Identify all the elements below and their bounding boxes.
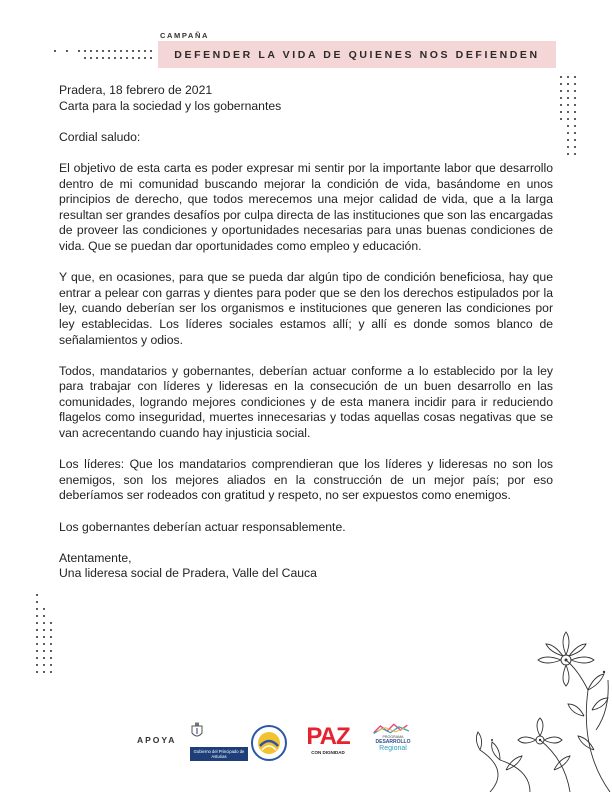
dot xyxy=(567,153,569,155)
dot xyxy=(574,132,576,134)
dot xyxy=(36,671,38,673)
dot xyxy=(50,650,52,652)
dot xyxy=(560,90,562,92)
dot xyxy=(43,615,45,617)
dot xyxy=(560,76,562,78)
dot xyxy=(560,83,562,85)
paragraph-3: Todos, mandatarios y gobernantes, deberían actuar conforme a lo establecido por la ley para trabajar con líderes y lideresas en la consecución de un buen desarrollo en las comunidades, logrando mejores condiciones y de esta manera incidir para ir reduciendo flagelos como inseguridad, muertes innecesarias y todas aquellas cosas negativas que se van acrecentando cuando hay injusticia social. xyxy=(59,363,553,441)
paragraph-1: El objetivo de esta carta es poder expresar mi sentir por la importante labor que desarrollo dentro de mi comunidad buscando mejorar la condición de vida, basándome en unos principios de derecho, que todos merecemos una mejor calidad de vida, que a la larga resultan ser grandes desafíos por culpa directa de las instituciones que son las encargadas de proveer las condiciones y oportunidades necesarias para unas buenas condiciones de vida. Que se puedan dar oportunidades como empleo y educación. xyxy=(59,160,553,253)
regional-graphic-icon xyxy=(372,722,414,735)
seal-logo-icon xyxy=(250,724,288,762)
dot xyxy=(560,97,562,99)
dot xyxy=(36,629,38,631)
dot xyxy=(54,50,56,52)
dot xyxy=(150,57,152,59)
dot xyxy=(144,57,146,59)
dot xyxy=(43,650,45,652)
dot xyxy=(96,50,98,52)
dot xyxy=(567,104,569,106)
dot xyxy=(560,118,562,120)
dot xyxy=(43,608,45,610)
dot xyxy=(120,57,122,59)
dot xyxy=(574,111,576,113)
dot xyxy=(567,76,569,78)
dot xyxy=(138,50,140,52)
dot xyxy=(66,50,68,52)
dot xyxy=(574,97,576,99)
dot xyxy=(567,118,569,120)
closing: Atentamente, xyxy=(59,550,132,565)
paragraph-5: Los gobernantes deberían actuar responsablemente. xyxy=(59,519,346,534)
dot xyxy=(50,622,52,624)
dot xyxy=(574,139,576,141)
dot xyxy=(132,57,134,59)
decorative-dots-right xyxy=(560,76,581,160)
gobierno-asturias-text: Gobierno del Principado de Asturias xyxy=(190,747,248,761)
gobierno-asturias-logo xyxy=(190,722,248,758)
dot xyxy=(102,57,104,59)
dot xyxy=(43,636,45,638)
dot xyxy=(43,629,45,631)
dot xyxy=(150,50,152,52)
decorative-dots-top xyxy=(48,50,156,64)
dot xyxy=(132,50,134,52)
desarrollo-regional-logo xyxy=(368,722,418,758)
dot xyxy=(567,146,569,148)
addressee: Carta para la sociedad y los gobernantes xyxy=(59,98,282,113)
paz-con-dignidad-logo xyxy=(302,723,354,758)
dot xyxy=(78,50,80,52)
dot xyxy=(567,125,569,127)
crest-icon xyxy=(190,722,204,740)
dot xyxy=(574,146,576,148)
paz-subtitle: CON DIGNIDAD xyxy=(311,750,345,755)
dot xyxy=(114,57,116,59)
dot xyxy=(50,629,52,631)
dot xyxy=(36,650,38,652)
floral-illustration-icon xyxy=(470,620,612,792)
dot xyxy=(567,90,569,92)
dot xyxy=(114,50,116,52)
dot xyxy=(36,643,38,645)
dot xyxy=(50,643,52,645)
dot xyxy=(90,50,92,52)
dot xyxy=(126,50,128,52)
apoya-label: APOYA xyxy=(137,735,177,745)
dot xyxy=(36,664,38,666)
paragraph-2: Y que, en ocasiones, para que se pueda dar algún tipo de condición beneficiosa, hay que entrar a pelear con garras y dientes para poder que se den los derechos estipulados por la ley, cuando deberían ser los organismos e instituciones que generen las condiciones por ley establecidas. Los líderes sociales estamos allí; y allí es donde somos blanco de señalamientos y odios. xyxy=(59,270,553,347)
letter-body xyxy=(59,83,553,598)
dot xyxy=(144,50,146,52)
dot xyxy=(43,664,45,666)
dot xyxy=(50,671,52,673)
dot xyxy=(43,643,45,645)
dot xyxy=(560,111,562,113)
place-date: Pradera, 18 febrero de 2021 xyxy=(59,83,213,97)
dot xyxy=(108,57,110,59)
dot xyxy=(567,97,569,99)
regional-text-top: PROGRAMA xyxy=(382,735,404,739)
paz-wordmark: PAZ xyxy=(306,723,350,750)
dot xyxy=(574,125,576,127)
dot xyxy=(50,664,52,666)
dot xyxy=(43,622,45,624)
dot xyxy=(120,50,122,52)
paragraph-4: Los líderes: Que los mandatarios comprendieran que los líderes y lideresas no son los enemigos, son los mejores aliados en la construcción de un mejor país; por eso deberíamos ser rodeados con gratitud y respeto, no ser expuestos como enemigos. xyxy=(59,457,553,503)
dot xyxy=(574,90,576,92)
dot xyxy=(574,83,576,85)
dot xyxy=(567,83,569,85)
dot xyxy=(43,671,45,673)
dot xyxy=(574,104,576,106)
dot xyxy=(567,132,569,134)
dot xyxy=(102,50,104,52)
dot xyxy=(567,111,569,113)
regional-text-mid: DESARROLLO xyxy=(375,739,411,745)
dot xyxy=(560,104,562,106)
dot xyxy=(36,622,38,624)
dot xyxy=(90,57,92,59)
dot xyxy=(138,57,140,59)
dot xyxy=(108,50,110,52)
dot xyxy=(574,118,576,120)
dot xyxy=(84,57,86,59)
dot xyxy=(36,601,38,603)
regional-text-bottom: Regional xyxy=(379,745,407,752)
dot xyxy=(36,636,38,638)
dot xyxy=(574,153,576,155)
campaign-label: CAMPAÑA xyxy=(160,31,209,40)
dot xyxy=(50,636,52,638)
campaign-banner xyxy=(158,41,556,68)
dot xyxy=(36,615,38,617)
dot xyxy=(574,76,576,78)
decorative-dots-left xyxy=(36,594,57,678)
dot xyxy=(43,657,45,659)
dot xyxy=(567,139,569,141)
dot xyxy=(126,57,128,59)
dot xyxy=(50,657,52,659)
dot xyxy=(96,57,98,59)
greeting: Cordial saludo: xyxy=(59,129,141,144)
dot xyxy=(36,594,38,596)
dot xyxy=(84,50,86,52)
signature: Una lideresa social de Pradera, Valle del Cauca xyxy=(59,566,317,581)
dot xyxy=(36,608,38,610)
campaign-title: DEFENDER LA VIDA DE QUIENES NOS DEFIENDEN xyxy=(174,48,540,61)
dot xyxy=(36,657,38,659)
